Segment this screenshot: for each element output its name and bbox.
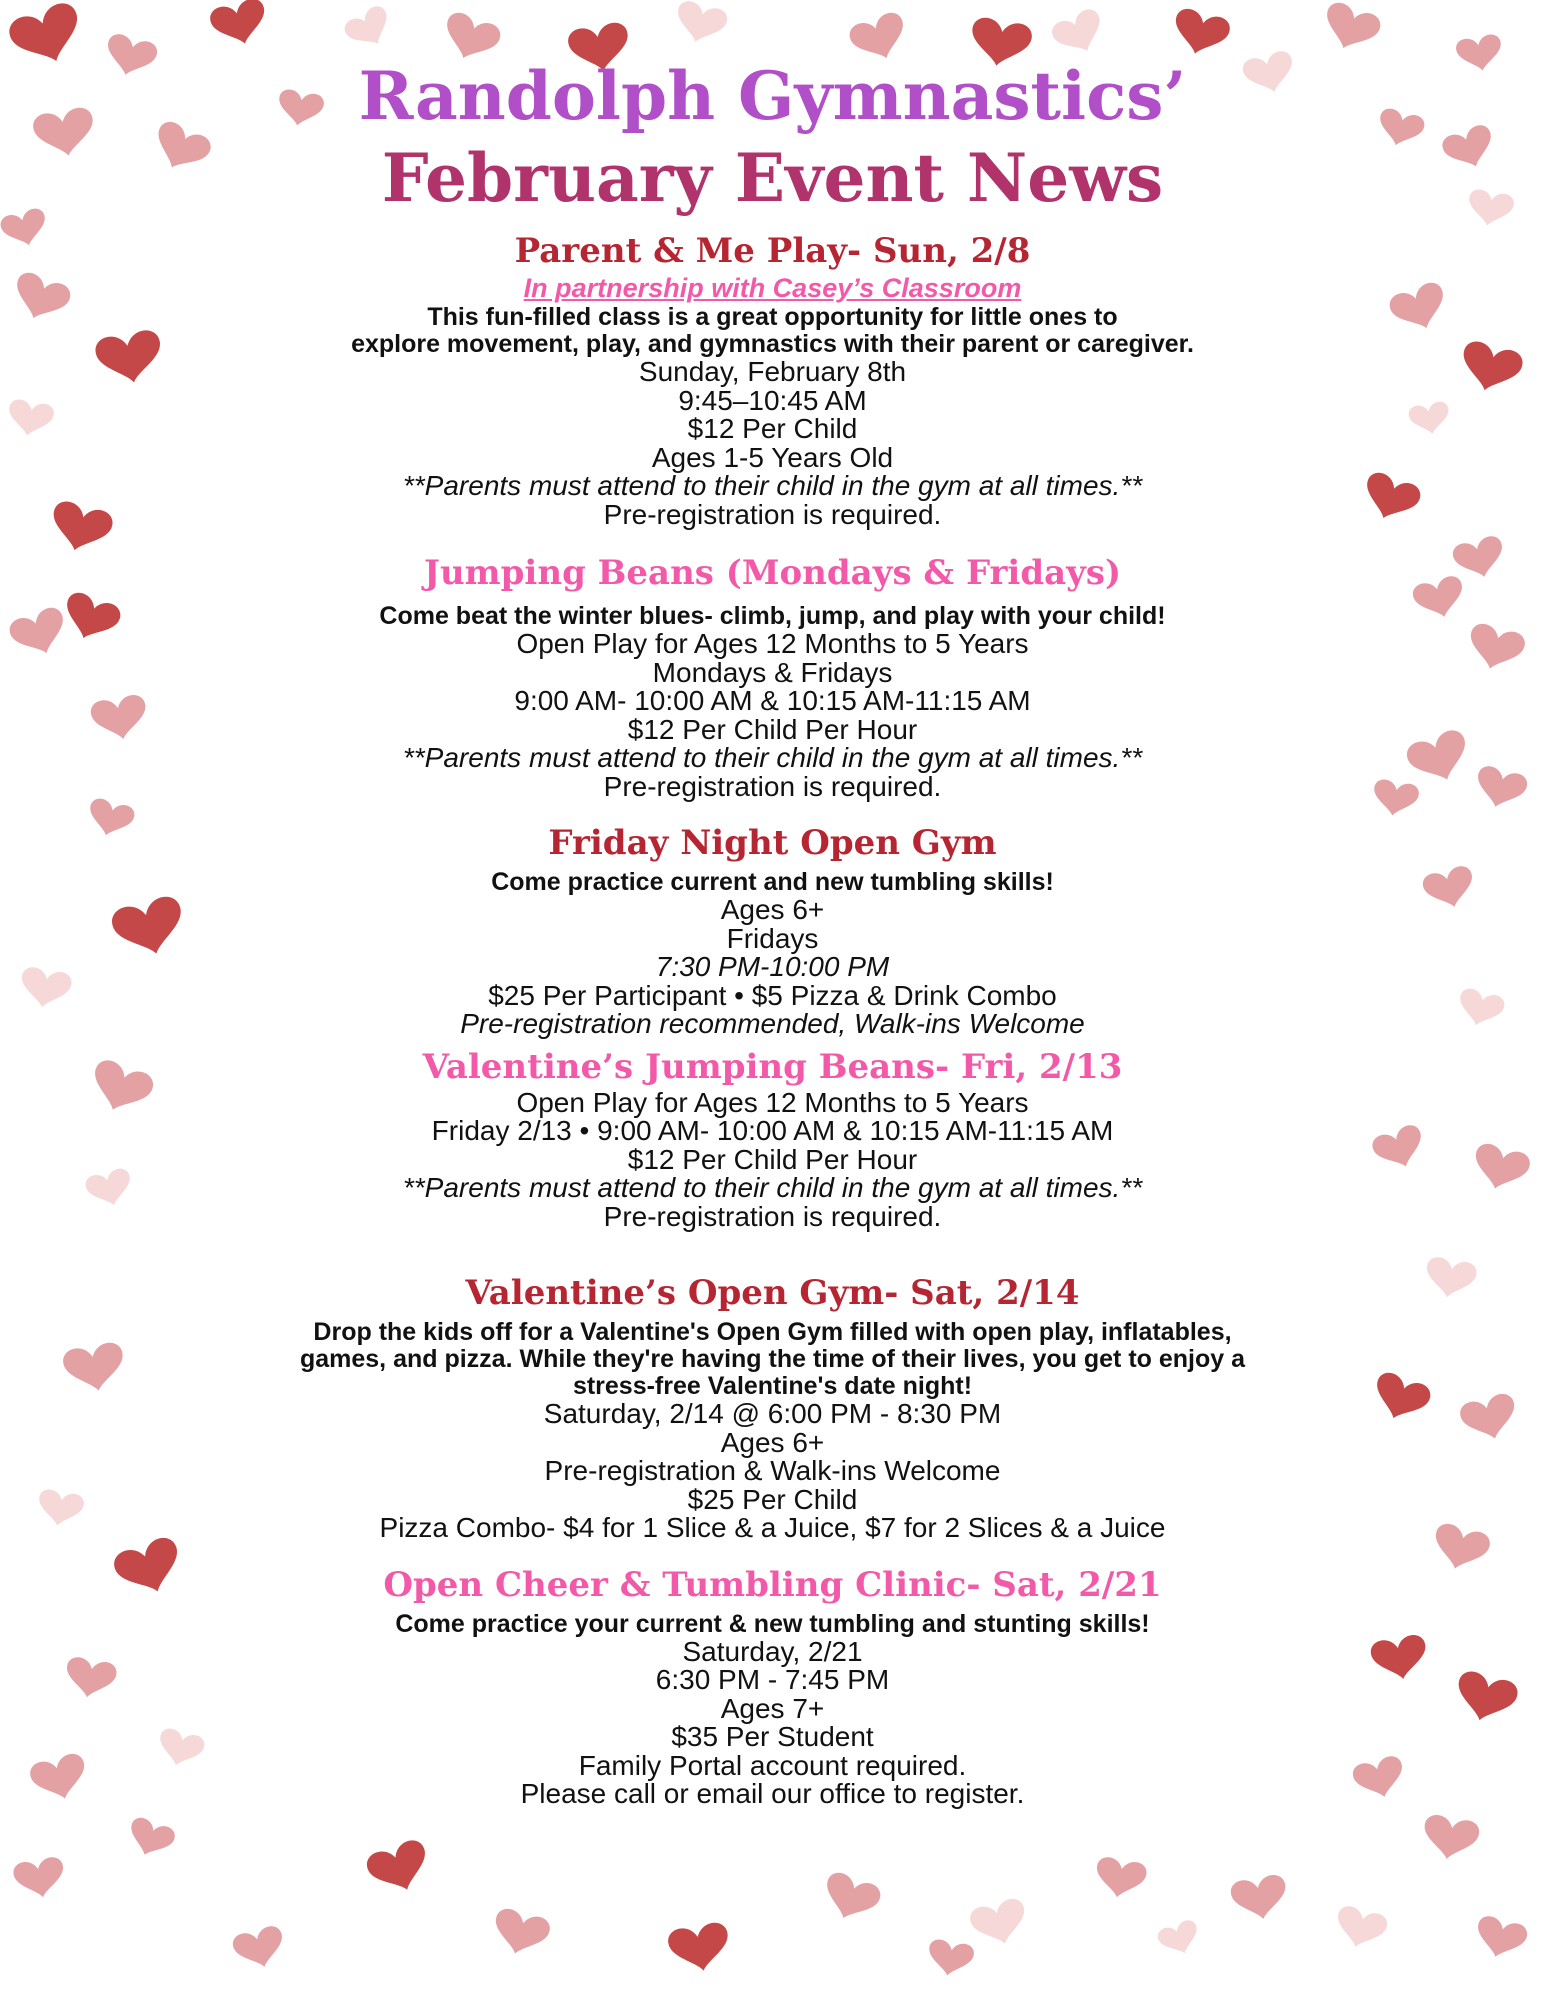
event-time: 9:45–10:45 AM: [678, 384, 867, 416]
event-heading: Friday Night Open Gym: [548, 823, 997, 863]
heart-icon: [89, 693, 150, 744]
event-description: stress-free Valentine's date night!: [572, 1372, 973, 1400]
heart-icon: [12, 1855, 68, 1901]
event-registration: Pre-registration is required.: [603, 770, 942, 802]
event-ages: Ages 6+: [720, 894, 825, 925]
event-heading: Valentine’s Open Gym- Sat, 2/14: [465, 1273, 1080, 1313]
event-contact: Please call or email our office to register.: [520, 1778, 1025, 1809]
event-price: $25 Per Participant • $5 Pizza & Drink Combo: [488, 979, 1057, 1011]
heart-icon: [208, 0, 272, 51]
heart-icon: [1331, 1904, 1389, 1954]
heart-icon: [1420, 1813, 1481, 1864]
event-ages: Open Play for Ages 12 Months to 5 Years: [516, 628, 1029, 659]
heart-icon: [1318, 0, 1384, 57]
heart-icon: [5, 0, 89, 73]
event-price: $35 Per Student: [671, 1721, 874, 1752]
event-ages: Ages 6+: [720, 1426, 825, 1458]
event-account-note: Family Portal account required.: [578, 1749, 967, 1781]
heart-icon: [84, 796, 136, 841]
heart-icon: [1421, 864, 1479, 914]
heart-icon: [1407, 400, 1452, 437]
heart-icon: [1386, 279, 1452, 337]
heart-icon: [1465, 188, 1515, 229]
heart-icon: [1458, 1391, 1522, 1446]
heart-icon: [968, 1896, 1032, 1951]
heart-icon: [1422, 1255, 1478, 1301]
event-note: **Parents must attend to their child in the gym at all times.**: [402, 1172, 1143, 1203]
event-times: 9:00 AM- 10:00 AM & 10:15 AM-11:15 AM: [514, 685, 1031, 716]
heart-icon: [1168, 6, 1232, 61]
heart-icon: [5, 398, 55, 439]
event-registration: Pre-registration recommended, Walk-ins Welcome: [460, 1008, 1085, 1039]
event-description: games, and pizza. While they're having the time of their lives, you get to enjoy a: [299, 1345, 1246, 1373]
event-parent-me: [150, 229, 1395, 529]
heart-icon: [46, 498, 116, 558]
event-note: **Parents must attend to their child in the gym at all times.**: [402, 470, 1143, 501]
heart-icon: [1428, 1521, 1492, 1576]
newsletter-content: [150, 55, 1395, 1809]
heart-icon: [28, 1751, 92, 1806]
event-ages: Open Play for Ages 12 Months to 5 Years: [516, 1086, 1029, 1118]
event-pizza-combo: Pizza Combo- $4 for 1 Slice & a Juice, $7 for 2 Slices & a Juice: [379, 1512, 1166, 1543]
title-line-2: February Event News: [381, 139, 1164, 217]
event-ages: Ages 7+: [720, 1692, 825, 1724]
heart-icon: [1440, 122, 1500, 175]
event-price: $12 Per Child: [687, 413, 858, 444]
heart-icon: [1471, 764, 1529, 814]
heart-icon: [1451, 1668, 1521, 1728]
event-tagline: Come practice current and new tumbling skills!: [491, 868, 1054, 896]
event-heading: Valentine’s Jumping Beans- Fri, 2/13: [422, 1046, 1123, 1087]
heart-icon: [8, 269, 74, 327]
heart-icon: [1411, 574, 1469, 624]
event-friday-open-gym: [150, 821, 1395, 1039]
event-days: Fridays: [726, 922, 819, 954]
heart-icon: [35, 1488, 85, 1529]
event-time: 7:30 PM-10:00 PM: [655, 951, 890, 982]
heart-icon: [31, 106, 98, 161]
heart-icon: [1455, 33, 1505, 74]
heart-icon: [1471, 1914, 1529, 1964]
event-heading: Open Cheer & Tumbling Clinic- Sat, 2/21: [383, 1564, 1162, 1605]
heart-icon: [1049, 6, 1110, 62]
event-price: $12 Per Child Per Hour: [627, 1143, 918, 1175]
heart-icon: [666, 1921, 733, 1976]
event-heading: Jumping Beans (Mondays & Fridays): [423, 553, 1122, 593]
event-times: Friday 2/13 • 9:00 AM- 10:00 AM & 10:15 AM-11:15 AM: [431, 1115, 1114, 1146]
heart-icon: [1456, 338, 1526, 398]
event-date: Saturday, 2/21: [682, 1635, 863, 1667]
heart-icon: [341, 3, 397, 55]
event-valentines-open-gym: [150, 1271, 1395, 1543]
heart-icon: [488, 1906, 552, 1961]
event-ages: Ages 1-5 Years Old: [651, 441, 894, 473]
event-tagline: Come practice your current & new tumbling and stunting skills!: [395, 1609, 1150, 1638]
event-registration: Pre-registration is required.: [603, 498, 942, 530]
event-date: Sunday, February 8th: [638, 356, 907, 387]
event-registration: Pre-registration & Walk-ins Welcome: [544, 1455, 1001, 1486]
heart-icon: [0, 206, 51, 251]
newsletter-title: [150, 55, 1395, 219]
heart-icon: [363, 1837, 435, 1900]
heart-icon: [17, 965, 73, 1011]
heart-icon: [61, 1341, 128, 1396]
heart-icon: [62, 1655, 118, 1701]
heart-icon: [83, 1166, 135, 1211]
event-heading: Parent & Me Play- Sun, 2/8: [514, 231, 1031, 271]
heart-icon: [1403, 727, 1475, 790]
heart-icon: [925, 1938, 975, 1979]
event-tagline: Come beat the winter blues- climb, jump, and play with your child!: [379, 602, 1166, 630]
heart-icon: [85, 1057, 157, 1120]
heart-icon: [6, 604, 72, 662]
heart-icon: [1463, 621, 1527, 676]
event-cheer-clinic: [150, 1563, 1395, 1809]
heart-icon: [1451, 534, 1509, 584]
event-datetime: Saturday, 2/14 @ 6:00 PM - 8:30 PM: [543, 1398, 1002, 1429]
event-time: 6:30 PM - 7:45 PM: [655, 1664, 890, 1695]
heart-icon: [1092, 1855, 1148, 1901]
event-days: Mondays & Fridays: [652, 656, 893, 688]
heart-icon: [58, 589, 124, 647]
heart-icon: [1454, 986, 1506, 1031]
heart-icon: [123, 1815, 177, 1863]
heart-icon: [818, 1869, 884, 1927]
event-description: This fun-filled class is a great opportunity for little ones to: [427, 303, 1118, 331]
event-registration: Pre-registration is required.: [603, 1200, 942, 1232]
event-note: **Parents must attend to their child in the gym at all times.**: [402, 742, 1143, 773]
event-price: $12 Per Child Per Hour: [627, 713, 918, 745]
partnership-link[interactable]: In partnership with Casey’s Classroom: [523, 273, 1022, 303]
heart-icon: [231, 1924, 289, 1974]
heart-icon: [1229, 1873, 1290, 1924]
heart-icon: [671, 0, 729, 48]
event-description: Drop the kids off for a Valentine's Open Gym filled with open play, inflatables,: [313, 1318, 1232, 1346]
title-line-1: Randolph Gymnastics’: [358, 57, 1187, 135]
event-price: $25 Per Child: [687, 1483, 858, 1515]
event-description: explore movement, play, and gymnastics with their parent or caregiver.: [351, 330, 1194, 358]
event-jumping-beans: [150, 551, 1395, 801]
event-valentines-jumping-beans: [150, 1045, 1395, 1232]
heart-icon: [1468, 1141, 1532, 1196]
heart-icon: [1156, 1918, 1204, 1960]
